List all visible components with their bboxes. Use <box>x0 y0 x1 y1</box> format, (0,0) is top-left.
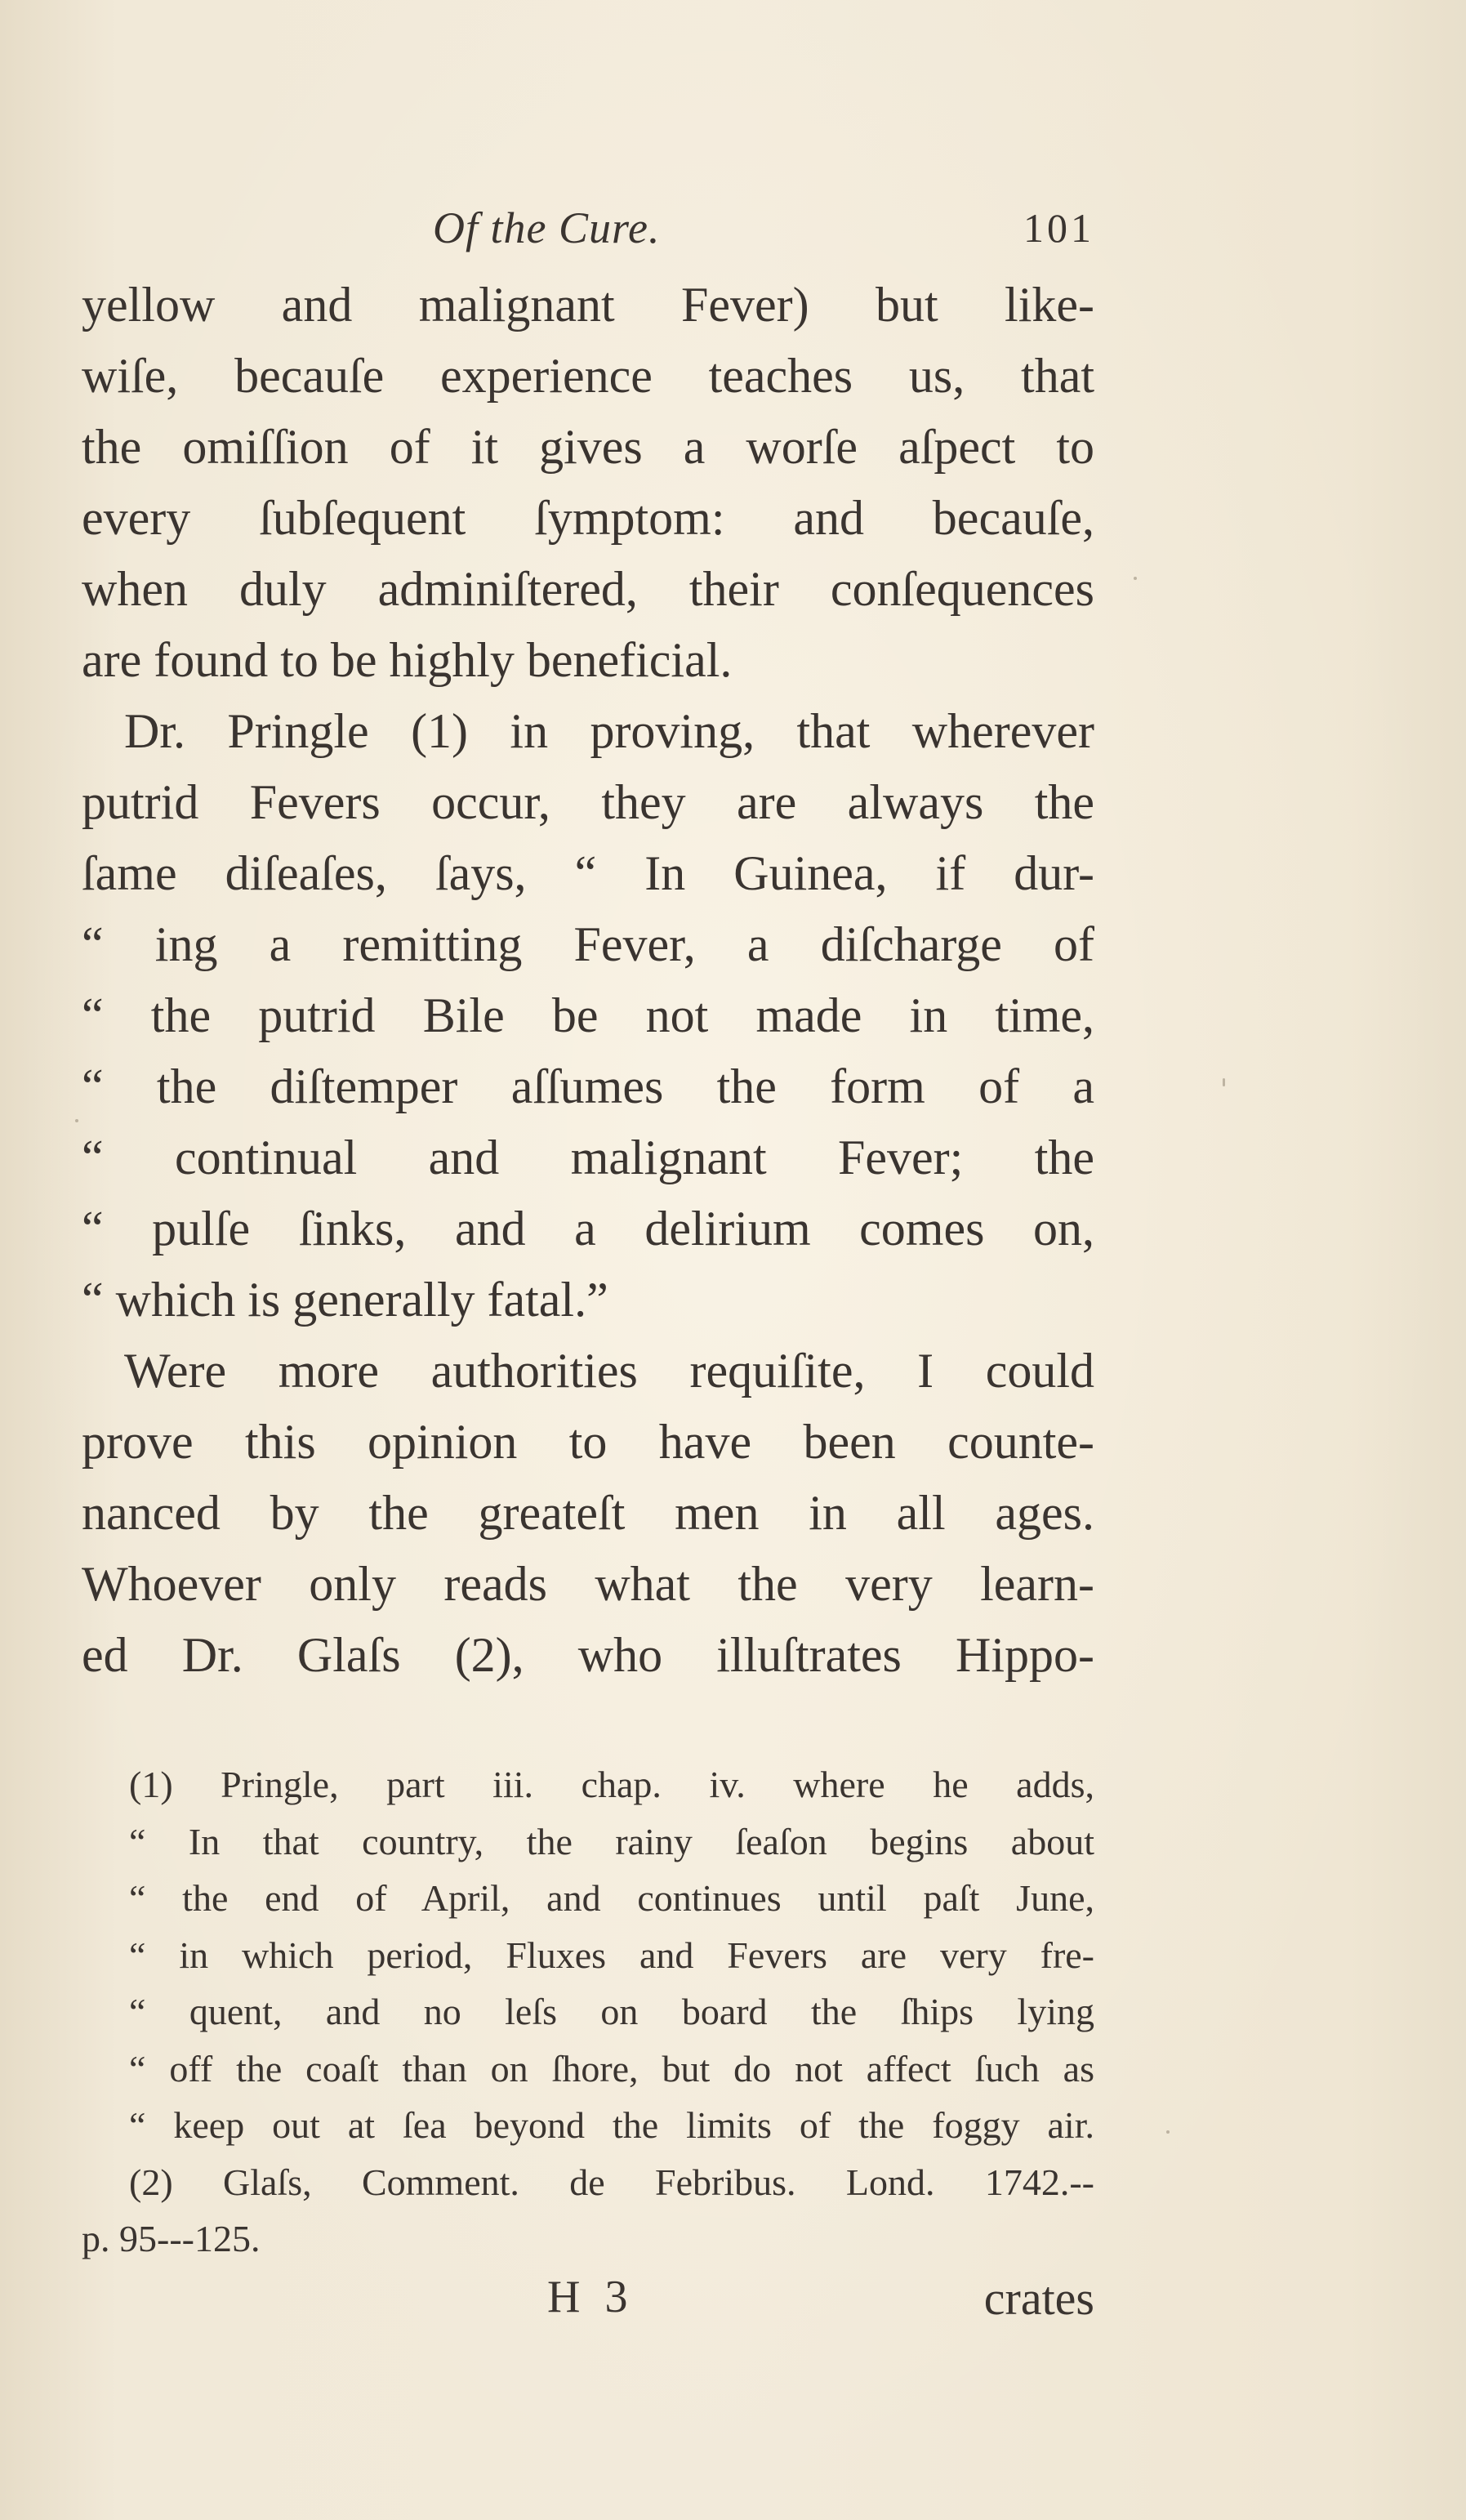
footnotes <box>82 1756 1094 2268</box>
body-line: the omiſſion of it gives a worſe aſpect to <box>82 420 1094 474</box>
body-line: “ continual and malignant Fever; the <box>82 1131 1094 1184</box>
footnote-line: “ in which period, Fluxes and Fevers are very fre- <box>129 1933 1094 1976</box>
body-line: every ſubſequent ſymptom: and becauſe, <box>82 491 1094 545</box>
paper-speck <box>75 1119 78 1122</box>
footnote-line: (1) Pringle, part iii. chap. iv. where he adds, <box>129 1764 1094 1805</box>
paper-speck <box>1223 1078 1225 1086</box>
signature-mark: H 3 <box>547 2272 635 2322</box>
running-head <box>82 203 1094 268</box>
paper-speck <box>1134 577 1137 580</box>
body-line: wiſe, becauſe experience teaches us, that <box>82 349 1094 403</box>
body-text <box>82 270 1094 1691</box>
running-title: Of the Cure. <box>433 203 661 252</box>
body-line: Whoever only reads what the very learn- <box>82 1557 1094 1611</box>
body-line: are found to be highly beneficial. <box>82 633 733 687</box>
footnote-line: p. 95---125. <box>82 2218 261 2259</box>
body-line: ſame diſeaſes, ſays, “ In Guinea, if dur- <box>82 846 1094 900</box>
footnote-line: (2) Glaſs, Comment. de Febribus. Lond. 1742.-- <box>129 2161 1094 2203</box>
body-line: “ pulſe ſinks, and a delirium comes on, <box>82 1202 1094 1256</box>
footnote-line: “ keep out at ſea beyond the limits of the foggy air. <box>129 2104 1094 2146</box>
page-number: 101 <box>1023 205 1094 251</box>
body-line: “ ing a remitting Fever, a diſcharge of <box>82 917 1094 971</box>
footnote-line: “ quent, and no leſs on board the ſhips lying <box>129 1991 1094 2032</box>
body-line: ed Dr. Glaſs (2), who illuſtrates Hippo- <box>82 1628 1094 1682</box>
body-line: putrid Fevers occur, they are always the <box>82 775 1094 829</box>
body-line: “ the diſtemper aſſumes the form of a <box>82 1059 1094 1113</box>
body-line: Were more authorities requiſite, I could <box>124 1344 1094 1398</box>
body-line: prove this opinion to have been counte- <box>82 1415 1094 1469</box>
body-line: nanced by the greateſt men in all ages. <box>82 1486 1094 1540</box>
footnote-line: “ In that country, the rainy ſeaſon begins about <box>129 1820 1094 1862</box>
footnote-line: “ the end of April, and continues until paſt June, <box>129 1877 1094 1919</box>
footnote-line: “ off the coaſt than on ſhore, but do not affect ſuch as <box>129 2047 1094 2090</box>
body-line: “ the putrid Bile be not made in time, <box>82 988 1094 1042</box>
body-line: “ which is generally fatal.” <box>82 1273 608 1327</box>
body-line: Dr. Pringle (1) in proving, that wherever <box>124 704 1094 758</box>
paper-speck <box>1166 2130 1170 2134</box>
body-line: when duly adminiſtered, their conſequences <box>82 562 1094 616</box>
catchword: crates <box>983 2272 1094 2325</box>
body-line: yellow and malignant Fever) but like- <box>82 278 1094 332</box>
